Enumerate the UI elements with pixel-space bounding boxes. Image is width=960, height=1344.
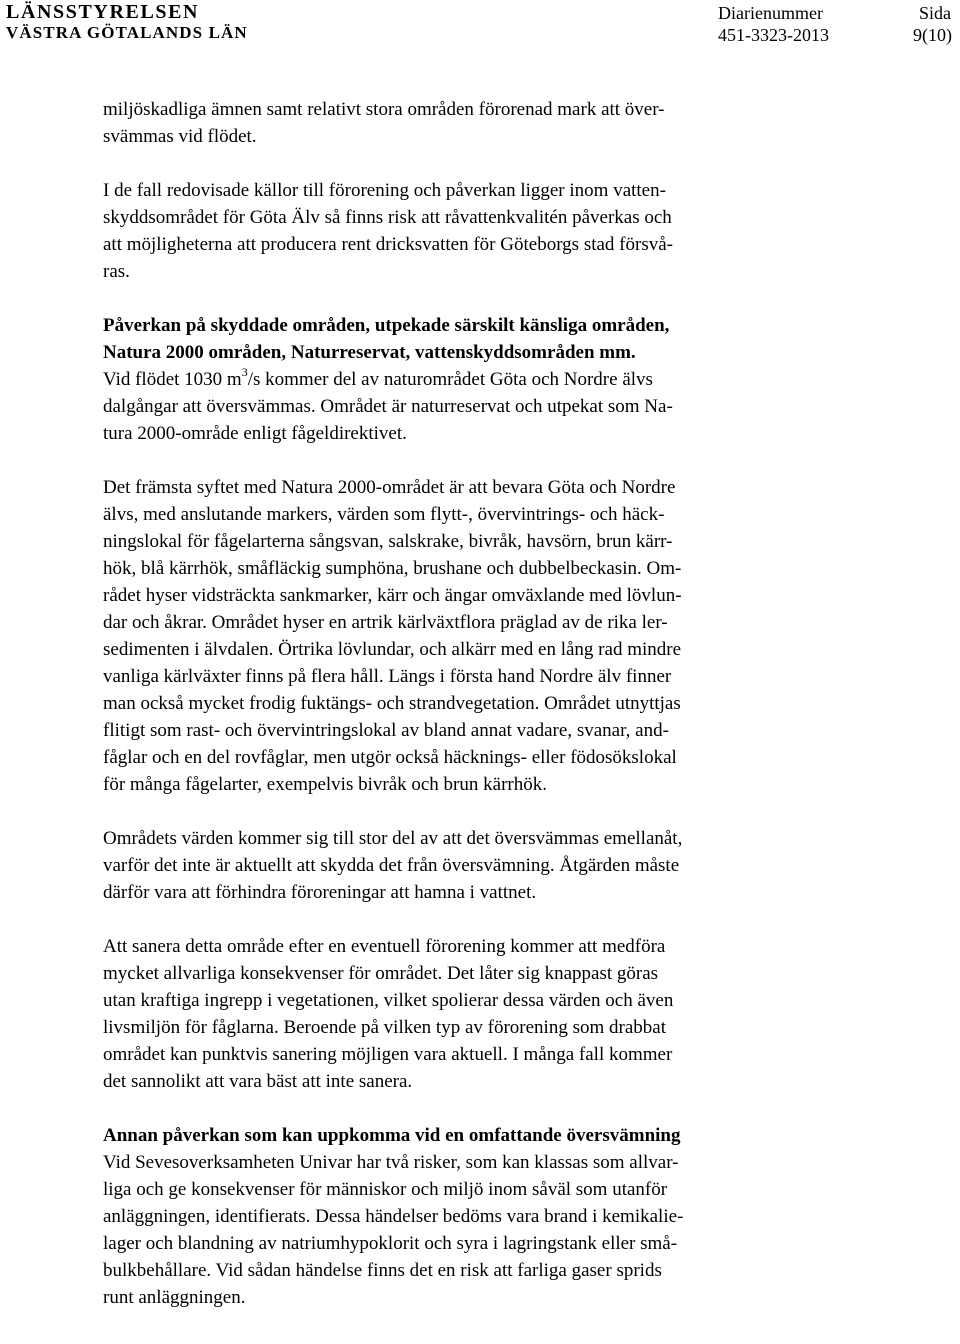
paragraph-seveso: Vid Sevesoverksamheten Univar har två risker, som kan klassas som allvar- liga och ge konsekvenser för människor och miljö inom såväl som utanför anläggningen, identifierats. Dessa händelser bedöms vara brand i kemikalie- lager och blandning av natriumhypoklorit och syra i lagringstank eller små- bulkbehållare. Vid sådan händelse finns det en risk att farliga gaser sprids runt anläggningen. (103, 1152, 684, 1308)
document-body (103, 96, 833, 1311)
paragraph-flood-natura (103, 366, 833, 447)
organization-region: VÄSTRA GÖTALANDS LÄN (6, 23, 248, 42)
paragraph-flood-text-end: /s kommer del av naturområdet Göta och Nordre älvs dalgångar att översvämmas. Området är naturreservat och utpekat som Na- tura 2000-område enligt fågeldirektivet. (103, 369, 673, 444)
paragraph-pollution-areas: miljöskadliga ämnen samt relativt stora områden förorenad mark att över- svämmas vid flödet. (103, 99, 665, 147)
paragraph-sanitation: Att sanera detta område efter en eventuell förorening kommer att medföra mycket allvarliga konsekvenser för området. Det låter sig knappast göras utan kraftiga ingrepp i vegetationen, vilket spolierar dessa värden och även livsmiljön för fåglarna. Beroende på vilken typ av förorening som drabbat området kan punktvis sanering möjligen vara aktuell. I många fall kommer det sannolikt att vara bäst att inte sanera. (103, 936, 674, 1092)
heading-protected-areas: Påverkan på skyddade områden, utpekade särskilt känsliga områden, Natura 2000 områden, Naturreservat, vattenskyddsområden mm. (103, 315, 670, 363)
superscript-cubic: 3 (241, 364, 248, 379)
heading-other-impact: Annan påverkan som kan uppkomma vid en omfattande översvämning (103, 1125, 681, 1146)
paragraph-area-values: Områdets värden kommer sig till stor del av att det översvämmas emellanåt, varför det inte är aktuellt att skydda det från översvämning. Åtgärden måste därför vara att förhindra föroreningar att hamna i vattnet. (103, 828, 683, 903)
diarienummer-value: 451-3323-2013 (718, 25, 829, 45)
organization-name: LÄNSSTYRELSEN (6, 1, 200, 23)
paragraph-natura-purpose: Det främsta syftet med Natura 2000-området är att bevara Göta och Nordre älvs, med anslutande markers, värden som flytt-, övervintrings- och häck- ningslokal för fågelarterna sångsvan, salskrake, bivråk, havsörn, brun kärr- hök, blå kärrhök, småfläckig sumphöna, brushane och dubbelbeckasin. Om- rådet hyser vidsträckta sankmarker, kärr och ängar omväxlande med lövlun- dar och åkrar. Området hyser en artrik kärlväxtflora präglad av de rika ler- sedimenten i älvdalen. Örtrika lövlundar, och alkärr med en lång rad mindre vanliga kärlväxter finns på flera håll. Längs i första hand Nordre älv finner man också mycket frodig fuktängs- och strandvegetation. Området utnyttjas flitigt som rast- och övervintringslokal av bland annat vadare, svanar, and- fåglar och en del rovfåglar, men utgör också häcknings- eller födosökslokal för många fågelarter, exempelvis bivråk och brun kärrhök. (103, 477, 682, 795)
diarienummer-label: Diarienummer (718, 3, 823, 23)
page-number: 9(10) (913, 25, 952, 45)
paragraph-flood-text-start: Vid flödet 1030 m (103, 369, 242, 390)
paragraph-water-protection: I de fall redovisade källor till förorening och påverkan ligger inom vatten- skyddsområdet för Göta Älv så finns risk att råvattenkvalitén påverkas och att möjligheterna att producera rent dricksvatten för Göteborgs stad försvå- ras. (103, 180, 673, 282)
page-label: Sida (919, 3, 952, 23)
